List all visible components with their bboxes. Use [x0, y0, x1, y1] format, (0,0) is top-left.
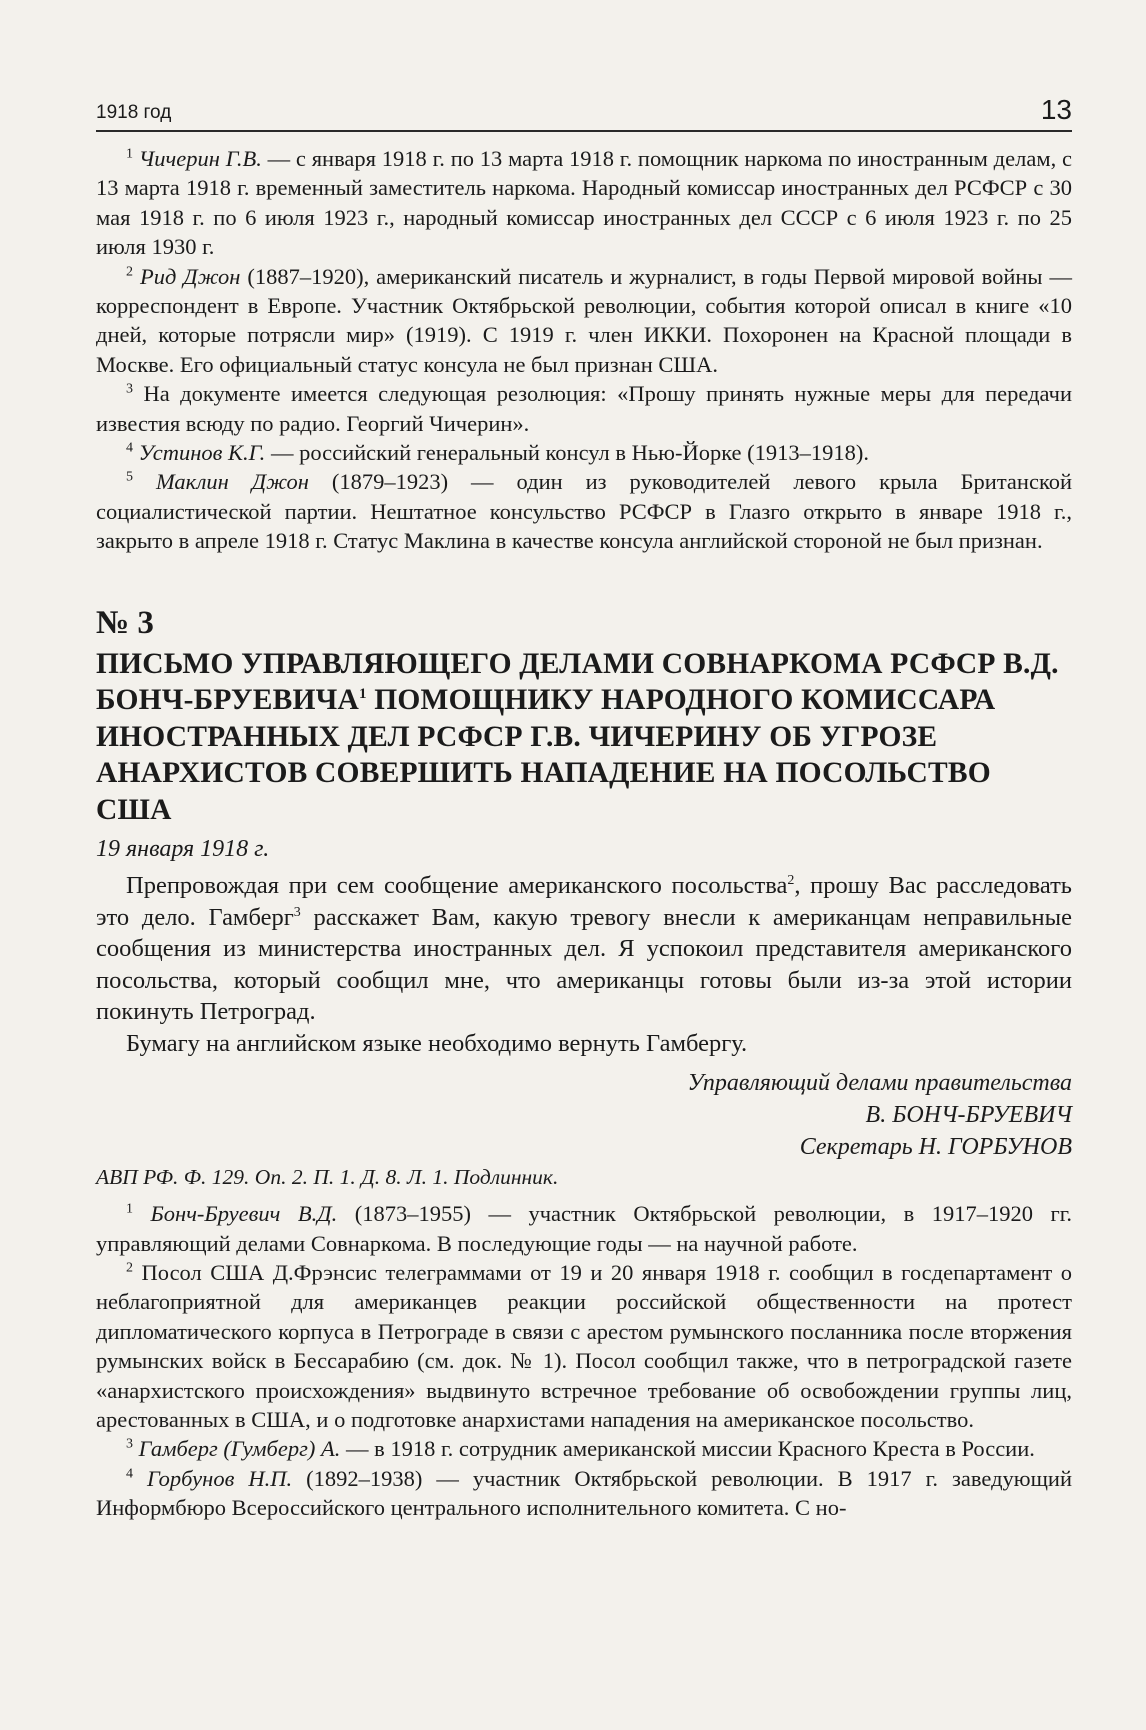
footnote-number: 2: [126, 1260, 133, 1276]
document-number: № 3: [96, 604, 154, 641]
footnote: [96, 1434, 1072, 1463]
document-title-part2: ПОМОЩНИКУ НАРОДНОГО КОМИССАРА ИНОСТРАННЫХ ДЕЛ РСФСР Г.В. ЧИЧЕРИНУ ОБ УГРОЗЕ АНАРХИСТОВ СОВЕРШИТЬ НАПАДЕНИЕ НА ПОСОЛЬСТВО США: [96, 684, 996, 826]
footnote-number: 4: [126, 1466, 133, 1482]
archive-source: АВП РФ. Ф. 129. Оп. 2. П. 1. Д. 8. Л. 1. Подлинник.: [96, 1165, 559, 1190]
footnote-name: Горбунов Н.П.: [147, 1465, 293, 1491]
letter-paragraph: Бумагу на английском языке необходимо вернуть Гамбергу.: [126, 1029, 748, 1057]
footnote-number: 3: [126, 381, 133, 397]
footnote-number: 3: [126, 1436, 133, 1452]
footnote-text: (1879–1923) — один из руководителей левого крыла Британской социалистической партии. Нештатное консульство РСФСР в Глазго открыто в январе 1918 г., закрыто в апреле 1918 г. Статус Маклина в качестве консула английской стороной не был признан.: [96, 469, 1073, 554]
footnote-ref: 2: [787, 873, 795, 889]
title-footnote-ref: 1: [358, 686, 367, 703]
footnote-name: Гамберг (Гумберг) А.: [138, 1436, 341, 1462]
footnote-number: 1: [126, 146, 133, 162]
document-title-part1: ПИСЬМО УПРАВЛЯЮЩЕГО ДЕЛАМИ СОВНАРКОМА РСФСР В.Д. БОНЧ-БРУЕВИЧА: [96, 647, 1059, 717]
page-number: 13: [1040, 94, 1072, 125]
letter-paragraph: [96, 870, 1072, 1028]
footnote-name: Чичерин Г.В.: [138, 146, 262, 171]
footnote-text: (1873–1955) — участник Октябрьской революции, в 1917–1920 гг. управляющий делами Совнаркома. В последующие годы — на научной работе.: [96, 1201, 1073, 1256]
footnote: [96, 438, 1072, 467]
footnote: [96, 262, 1072, 380]
footnote-text: (1887–1920), американский писатель и журналист, в годы Первой мировой войны — корреспондент в Европе. Участник Октябрьской революции, события которой описал в книге «10 дней, которые потрясли мир» (1919). С 1919 г. член ИККИ. Похоронен на Красной площади в Москве. Его официальный статус консула не был признан США.: [96, 263, 1072, 377]
footnote: [96, 467, 1072, 555]
footnote-number: 1: [126, 1201, 133, 1217]
footnote: [96, 1258, 1072, 1434]
letter-text: расскажет Вам, какую тревогу внесли к американцам неправильные сообщения из министерства иностранных дел. Я успокоил представителя американского посольства, который сообщил мне, что американцы готовы были из-за этой истории покинуть Петроград.: [96, 903, 1072, 1026]
letter-text: , прошу Вас расследовать это дело. Гамберг: [96, 872, 1072, 931]
footnote-number: 4: [126, 440, 133, 456]
footnote-name: Устинов К.Г.: [138, 440, 266, 466]
signature-role: Управляющий делами правительства: [687, 1070, 1072, 1097]
document-title: [96, 646, 1072, 829]
letter-text: Препровождая при сем сообщение американского посольства: [126, 872, 788, 900]
page-content: [96, 144, 1072, 1523]
document-date: 19 января 1918 г.: [96, 836, 270, 863]
footnote-text: Посол США Д.Фрэнсис телеграммами от 19 и 20 января 1918 г. сообщил в госдепартамент о неблагоприятной для американцев реакции российской общественности на протест дипломатического корпуса в Петрограде в связи с арестом румынского посланника после вторжения румынских войск в Бессарабию (см. док. № 1). Посол сообщил также, что в петроградской газете «анархистского происхождения» выдвинуто встречное требование об освобождении группы лиц, арестованных в США, и о подготовке анархистами нападения на американское посольство.: [96, 1260, 1073, 1433]
footnote-text: — российский генеральный консул в Нью-Йорке (1913–1918).: [265, 440, 870, 466]
footnote-name: Рид Джон: [139, 263, 241, 289]
signature-name: В. БОНЧ-БРУЕВИЧ: [865, 1102, 1072, 1129]
running-head: 1918 год: [96, 102, 172, 123]
page-header: [96, 96, 1072, 132]
footnote-number: 2: [126, 264, 133, 280]
signature-secretary: Секретарь Н. ГОРБУНОВ: [799, 1134, 1072, 1161]
footnote-number: 5: [126, 469, 133, 485]
footnote-text: — с января 1918 г. по 13 марта 1918 г. помощник наркома по иностранным делам, с 13 марта 1918 г. временный заместитель наркома. Народный комиссар иностранных дел РСФСР с 30 мая 1918 г. по 6 июля 1923 г., народный комиссар иностранных дел СССР с 6 июля 1923 г. по 25 июля 1930 г.: [96, 146, 1072, 260]
footnote: [96, 379, 1072, 438]
footnote: [96, 1464, 1072, 1523]
footnote-name: Маклин Джон: [155, 469, 309, 495]
footnote-text: (1892–1938) — участник Октябрьской революции. В 1917 г. заведующий Информбюро Всероссийского центрального исполнительного комитета. С но-: [96, 1465, 1072, 1521]
footnote: [96, 144, 1072, 262]
footnote-text: На документе имеется следующая резолюция: «Прошу принять нужные меры для передачи известия всюду по радио. Георгий Чичерин».: [96, 381, 1072, 436]
footnote-text: — в 1918 г. сотрудник американской миссии Красного Креста в России.: [340, 1436, 1035, 1462]
footnote: [96, 1199, 1072, 1258]
footnote-ref: 3: [293, 904, 301, 920]
footnote-name: Бонч-Бруевич В.Д.: [150, 1201, 338, 1227]
